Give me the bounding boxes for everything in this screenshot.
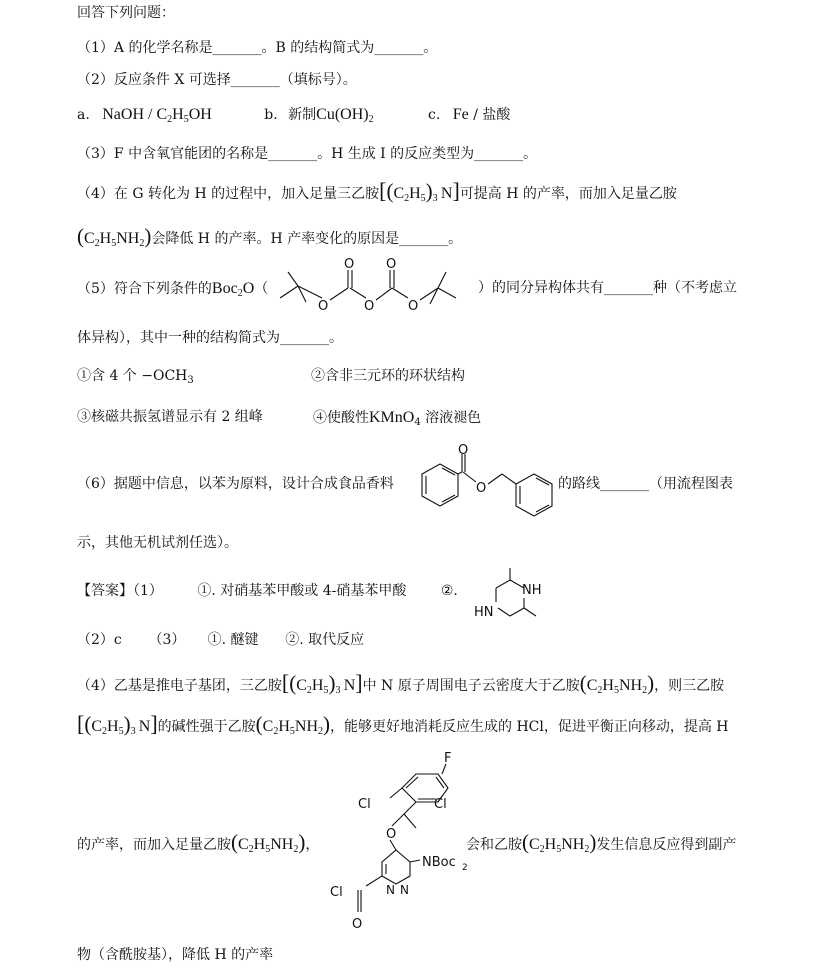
- q5-open-paren: （: [254, 281, 269, 297]
- question-2: （2）反应条件 X 可选择_______（填标号）。: [77, 72, 357, 88]
- ethylamine-formula-4: $(C_2H_5NH_2)$: [231, 830, 306, 855]
- q4-text-2: 可提高 H 的产率，而加入足量乙胺: [459, 186, 677, 202]
- question-4-line1: [77, 180, 677, 202]
- carbonyl-o-label: O: [458, 443, 469, 458]
- options-row: [77, 107, 510, 123]
- question-6-line1: （6）据题中信息，以苯为原料，设计合成食品香料: [77, 476, 394, 492]
- answer-4-line1: （4）乙基是推电子基团，三乙胺[$(C_2H_5)_3$ N]中 N 原子周围电子云密度大于乙胺$(C_2H_5NH_2)$，则三乙胺: [77, 670, 725, 696]
- ethylamine-formula-3: $(C_2H_5NH_2)$: [255, 712, 330, 737]
- nboc-label: NBoc: [422, 855, 456, 870]
- pyridazine-compound-structure: [330, 752, 480, 937]
- hn-label: HN: [474, 605, 494, 620]
- q4-text-1: （4）在 G 转化为 H 的过程中，加入足量三乙胺: [77, 186, 380, 202]
- acyl-o-label: O: [352, 917, 363, 932]
- boc2o-formula: Boc$_2$O: [211, 280, 255, 299]
- option-b-formula: $Cu(OH)_2$: [316, 106, 374, 125]
- ethylamine-formula: $(C_2H_5NH_2)$: [77, 224, 152, 249]
- anhydride-o-label: O: [364, 299, 375, 314]
- q5-text-2: ）的同分异构体共有_______种（不考虑立: [478, 280, 737, 296]
- question-6-line2: 示，其他无机试剂任选）。: [77, 535, 238, 551]
- acyl-chloride-cl-label: Cl: [330, 885, 343, 900]
- ester-o-label: O: [476, 481, 487, 496]
- question-3: （3）F 中含氧官能团的名称是_______。H 生成 I 的反应类型为_______。: [77, 146, 538, 162]
- carbonyl-o-label-2: O: [386, 257, 397, 272]
- option-c-formula: Fe: [452, 106, 469, 123]
- triethylamine-formula-2: [$(C_2H_5)_3$ N]: [281, 670, 363, 696]
- ether-o-label-2: O: [408, 299, 419, 314]
- triethylamine-formula: [$(C_2H_5)_3$ N]: [379, 178, 460, 204]
- option-c-label: c.: [428, 107, 441, 123]
- answer-4-line3: 的产率，而加入足量乙胺$(C_2H_5NH_2)$，: [77, 830, 320, 855]
- ethylamine-formula-5: $(C_2H_5NH_2)$: [522, 830, 597, 855]
- option-a-formula: NaOH / $C_2H_5OH$: [102, 106, 212, 125]
- condition-3: ③核磁共振氢谱显示有 2 组峰: [77, 409, 263, 425]
- condition-2: ②含非三元环的环状结构: [311, 368, 465, 384]
- question-1: （1）A 的化学名称是_______。B 的结构简式为_______。: [77, 40, 438, 56]
- chloro-label-2: Cl: [434, 797, 447, 812]
- chloro-label-1: Cl: [358, 797, 371, 812]
- option-b-label: b.: [264, 107, 278, 123]
- benzyl-benzoate-structure: [400, 444, 560, 524]
- answer-1-2: ②.: [440, 583, 458, 599]
- q4-text-3: 会降低 H 的产率。H 产率变化的原因是_______。: [151, 231, 463, 247]
- condition-1: ①含 4 个 $-OCH_3$: [77, 368, 194, 386]
- ether-o-label-1: O: [318, 299, 329, 314]
- q5-text-1: （5）符合下列条件的: [77, 281, 212, 297]
- carbonyl-o-label-1: O: [344, 257, 355, 272]
- ring-n-label-2: N: [400, 883, 409, 897]
- question-5-line2: 体异构），其中一种的结构简式为_______。: [77, 330, 343, 346]
- answer-label: 【答案】（1）: [77, 583, 163, 599]
- answer-4-line4: 物（含酰胺基），降低 H 的产率: [77, 947, 274, 963]
- condition-4: ④使酸性KMnO$_4$ 溶液褪色: [313, 409, 482, 428]
- answer-4-line2: [$(C_2H_5)_3$ N]的碱性强于乙胺$(C_2H_5NH_2)$，能够更好地消耗反应生成的 HCl，促进平衡正向移动，提高 H: [77, 711, 729, 737]
- option-a-label: a.: [77, 107, 90, 123]
- ether-o-label-3: O: [386, 827, 397, 842]
- question-5-line1: [77, 281, 268, 297]
- triethylamine-formula-3: [$(C_2H_5)_3$ N]: [77, 711, 158, 737]
- answer-4-line3b: 会和乙胺$(C_2H_5NH_2)$发生信息反应得到副产: [466, 830, 737, 855]
- question-6-line1b: 的路线_______（用流程图表: [558, 476, 733, 492]
- nh-label: NH: [522, 583, 542, 598]
- fluoro-label: F: [444, 751, 452, 766]
- ethylamine-formula-2: $(C_2H_5NH_2)$: [579, 671, 655, 696]
- ring-n-label-1: N: [386, 883, 395, 897]
- boc2o-structure: [270, 258, 480, 318]
- answer-line-2: （2）c （3） ①. 醚键 ②. 取代反应: [77, 632, 365, 648]
- answer-line-1: [77, 584, 458, 598]
- answer-1-1: ①. 对硝基苯甲酸或 4-硝基苯甲酸: [197, 583, 407, 599]
- option-c-rest: / 盐酸: [468, 107, 511, 123]
- question-4-line2: [77, 226, 462, 247]
- dimethylpiperazine-structure: [470, 562, 560, 624]
- option-b-prefix: 新制: [288, 107, 317, 123]
- nboc-sub: 2: [462, 863, 468, 873]
- section-intro: 回答下列问题：: [77, 5, 175, 21]
